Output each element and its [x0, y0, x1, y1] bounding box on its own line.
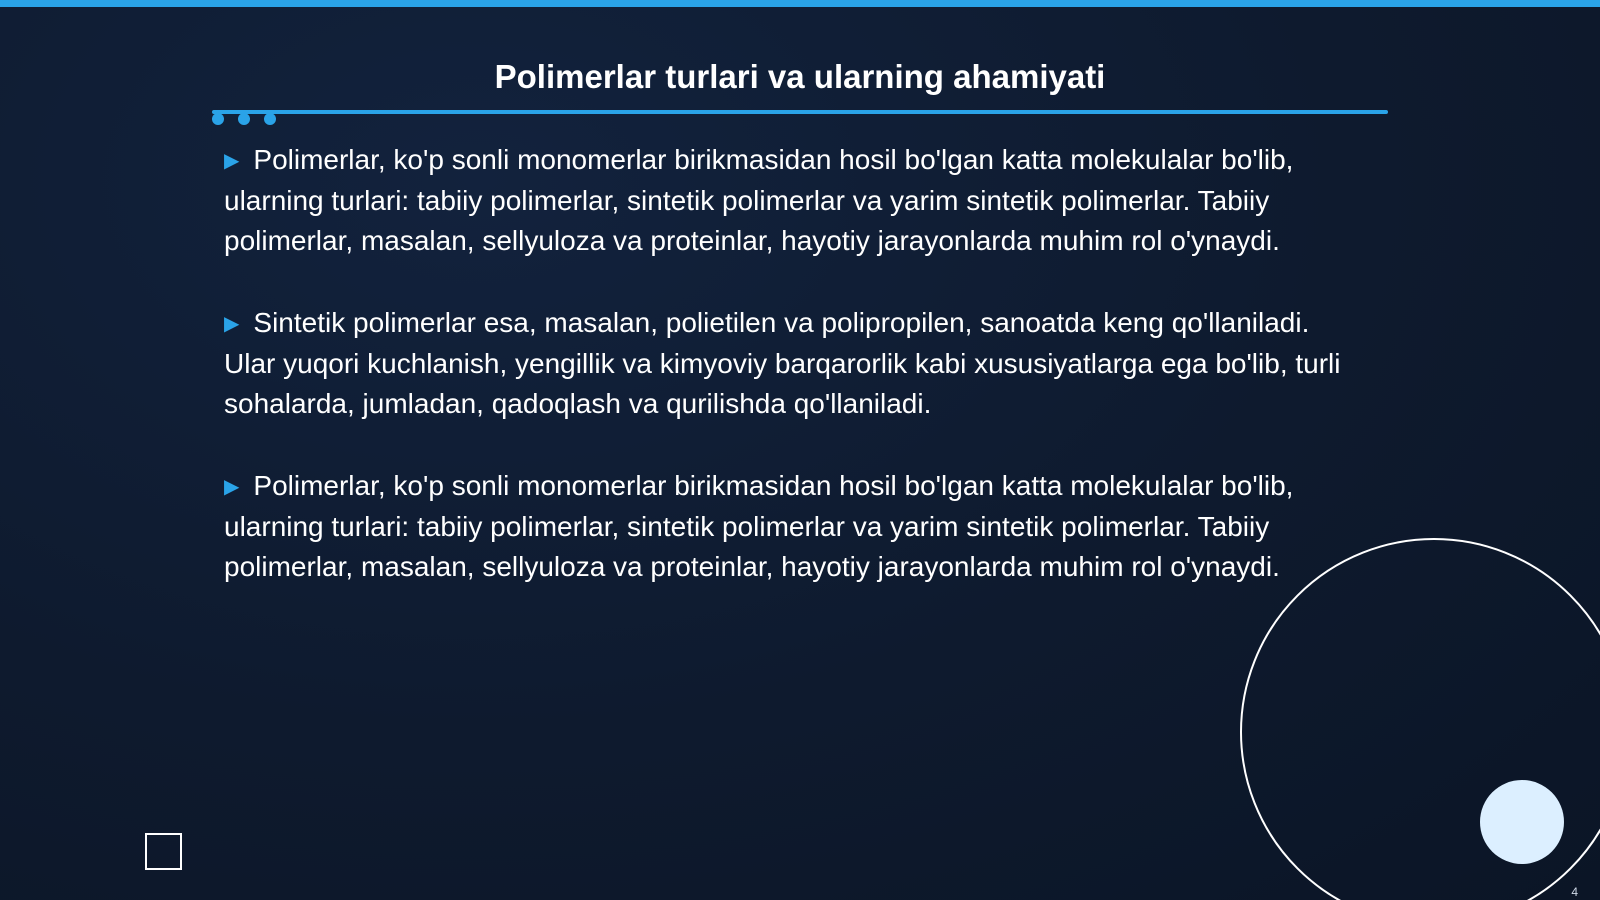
- bullet-text-3: Polimerlar, ko'p sonli monomerlar birikmasidan hosil bo'lgan katta molekulalar bo'lib, ularning turlari: tabiiy polimerlar, sintetik polimerlar va yarim sintetik polimerlar. Tabiiy polimerlar, masalan, sellyuloza va proteinlar, hayotiy jarayonlarda muhim rol o'ynaydi.: [224, 470, 1294, 582]
- bullet-item-2: [224, 303, 1354, 424]
- bullet-list: [224, 140, 1354, 629]
- bullet-arrow-icon: ▶: [224, 150, 240, 172]
- slide-number: 4: [1571, 885, 1578, 899]
- bullet-arrow-icon: ▶: [224, 476, 240, 498]
- title-underline: [212, 110, 1388, 114]
- bullet-arrow-icon: ▶: [224, 313, 240, 335]
- rule-dot-1: [212, 113, 224, 125]
- bullet-item-1: [224, 140, 1354, 261]
- decorative-dot: [1480, 780, 1564, 864]
- bullet-text-1: Polimerlar, ko'p sonli monomerlar birikmasidan hosil bo'lgan katta molekulalar bo'lib, ularning turlari: tabiiy polimerlar, sintetik polimerlar va yarim sintetik polimerlar. Tabiiy polimerlar, masalan, sellyuloza va proteinlar, hayotiy jarayonlarda muhim rol o'ynaydi.: [224, 144, 1294, 256]
- decorative-square: [145, 833, 182, 870]
- top-accent-bar: [0, 0, 1600, 7]
- bullet-text-2: Sintetik polimerlar esa, masalan, polietilen va polipropilen, sanoatda keng qo'llaniladi. Ular yuqori kuchlanish, yengillik va kimyoviy barqarorlik kabi xususiyatlarga ega bo'lib, turli sohalarda, jumladan, qadoqlash va qurilishda qo'llaniladi.: [224, 307, 1341, 419]
- rule-dot-3: [264, 113, 276, 125]
- slide-title: Polimerlar turlari va ularning ahamiyati: [494, 58, 1106, 95]
- rule-dot-2: [238, 113, 250, 125]
- bullet-item-3: [224, 466, 1354, 587]
